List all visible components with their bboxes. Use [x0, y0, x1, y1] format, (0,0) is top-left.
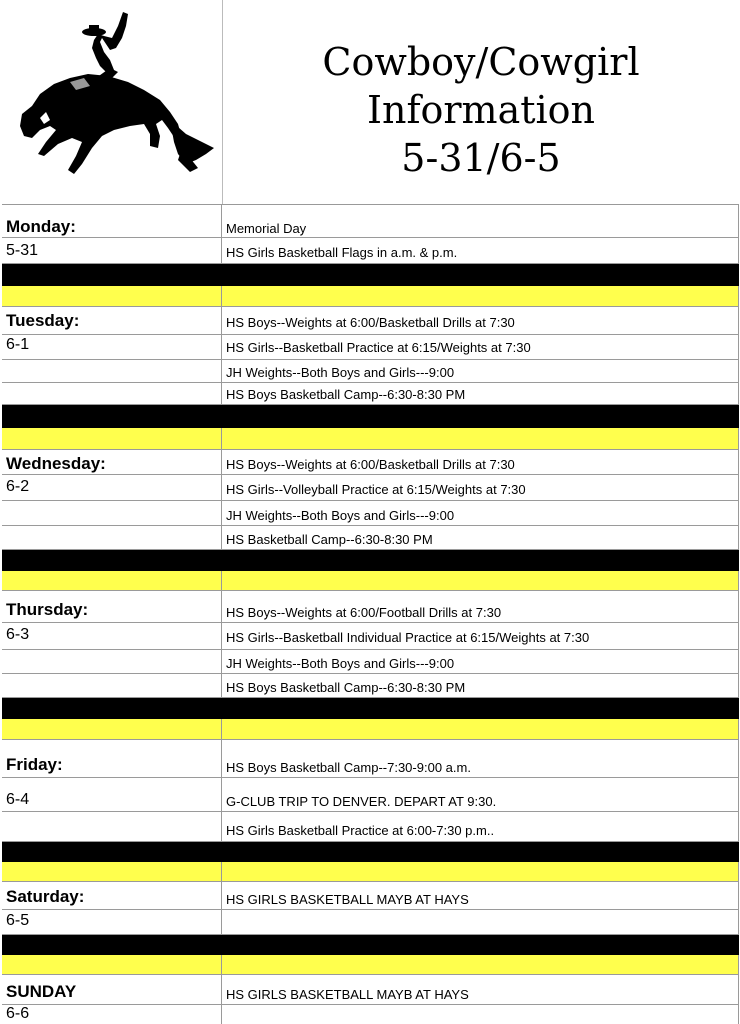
event-text: G-CLUB TRIP TO DENVER. DEPART AT 9:30.	[226, 794, 497, 809]
table-row	[2, 360, 739, 383]
bucking-horse-rider-logo	[10, 8, 220, 188]
day-label-monday: Monday:	[6, 217, 76, 236]
separator-yellow	[2, 719, 739, 740]
separator-black	[2, 550, 739, 571]
logo-cell	[2, 0, 223, 204]
table-row	[2, 383, 739, 405]
separator-yellow	[2, 428, 739, 450]
event-text: Memorial Day	[226, 221, 307, 236]
separator-black	[2, 935, 739, 955]
table-row	[2, 335, 739, 360]
date-label-saturday: 6-5	[6, 912, 30, 929]
table-row	[2, 526, 739, 550]
table-row	[2, 674, 739, 698]
table-row	[2, 205, 739, 238]
table-row	[2, 475, 739, 501]
table-row	[2, 501, 739, 526]
separator-black	[2, 698, 739, 719]
event-text: HS Boys Basketball Camp--6:30-8:30 PM	[226, 680, 466, 695]
date-label-monday: 5-31	[6, 242, 39, 259]
separator-yellow	[2, 571, 739, 591]
table-row	[2, 1005, 739, 1024]
day-label-friday: Friday:	[6, 755, 63, 774]
event-text: HS Girls--Basketball Individual Practice at 6:15/Weights at 7:30	[226, 630, 590, 645]
schedule-sheet	[2, 0, 739, 1024]
date-label-tuesday: 6-1	[6, 336, 30, 353]
separator-yellow	[2, 955, 739, 975]
table-row	[2, 623, 739, 650]
event-text: HS GIRLS BASKETBALL MAYB AT HAYS	[226, 987, 469, 1002]
day-label-thursday: Thursday:	[6, 600, 89, 619]
table-row	[2, 650, 739, 674]
table-row	[2, 740, 739, 778]
table-row	[2, 307, 739, 335]
event-text: HS Boys--Weights at 6:00/Football Drills at 7:30	[226, 605, 502, 620]
separator-black	[2, 264, 739, 286]
table-row	[2, 882, 739, 910]
event-text: HS Boys--Weights at 6:00/Basketball Drills at 7:30	[226, 315, 515, 330]
table-row	[2, 238, 739, 264]
event-text: HS Boys--Weights at 6:00/Basketball Drills at 7:30	[226, 457, 515, 472]
separator-black	[2, 405, 739, 428]
event-text: HS Girls Basketball Flags in a.m. & p.m.	[226, 245, 458, 260]
date-label-sunday: 6-6	[6, 1005, 30, 1022]
event-text: HS Boys Basketball Camp--7:30-9:00 a.m.	[226, 760, 471, 775]
event-text: JH Weights--Both Boys and Girls---9:00	[226, 508, 455, 523]
event-text: HS GIRLS BASKETBALL MAYB AT HAYS	[226, 892, 469, 907]
event-text: JH Weights--Both Boys and Girls---9:00	[226, 656, 455, 671]
page-title: Cowboy/Cowgirl Information 5-31/6-5	[322, 40, 640, 180]
date-label-friday: 6-4	[6, 791, 30, 808]
date-label-wednesday: 6-2	[6, 478, 30, 495]
table-row	[2, 910, 739, 935]
table-row	[2, 975, 739, 1005]
event-text: HS Girls--Basketball Practice at 6:15/Weights at 7:30	[226, 340, 531, 355]
separator-black	[2, 842, 739, 862]
event-text: HS Girls--Volleyball Practice at 6:15/Weights at 7:30	[226, 482, 526, 497]
event-text: JH Weights--Both Boys and Girls---9:00	[226, 365, 455, 380]
separator-yellow	[2, 286, 739, 307]
table-row	[2, 450, 739, 475]
table-row	[2, 812, 739, 842]
day-label-saturday: Saturday:	[6, 887, 85, 906]
header	[2, 0, 739, 205]
title-cell	[223, 0, 739, 204]
event-text: HS Basketball Camp--6:30-8:30 PM	[226, 532, 433, 547]
table-row	[2, 778, 739, 812]
table-row	[2, 591, 739, 623]
event-text: HS Girls Basketball Practice at 6:00-7:30 p.m..	[226, 823, 495, 838]
separator-yellow	[2, 862, 739, 882]
event-text: HS Boys Basketball Camp--6:30-8:30 PM	[226, 387, 466, 402]
day-label-wednesday: Wednesday:	[6, 454, 106, 473]
day-label-tuesday: Tuesday:	[6, 311, 80, 330]
date-label-thursday: 6-3	[6, 626, 30, 643]
day-label-sunday: SUNDAY	[6, 982, 77, 1001]
